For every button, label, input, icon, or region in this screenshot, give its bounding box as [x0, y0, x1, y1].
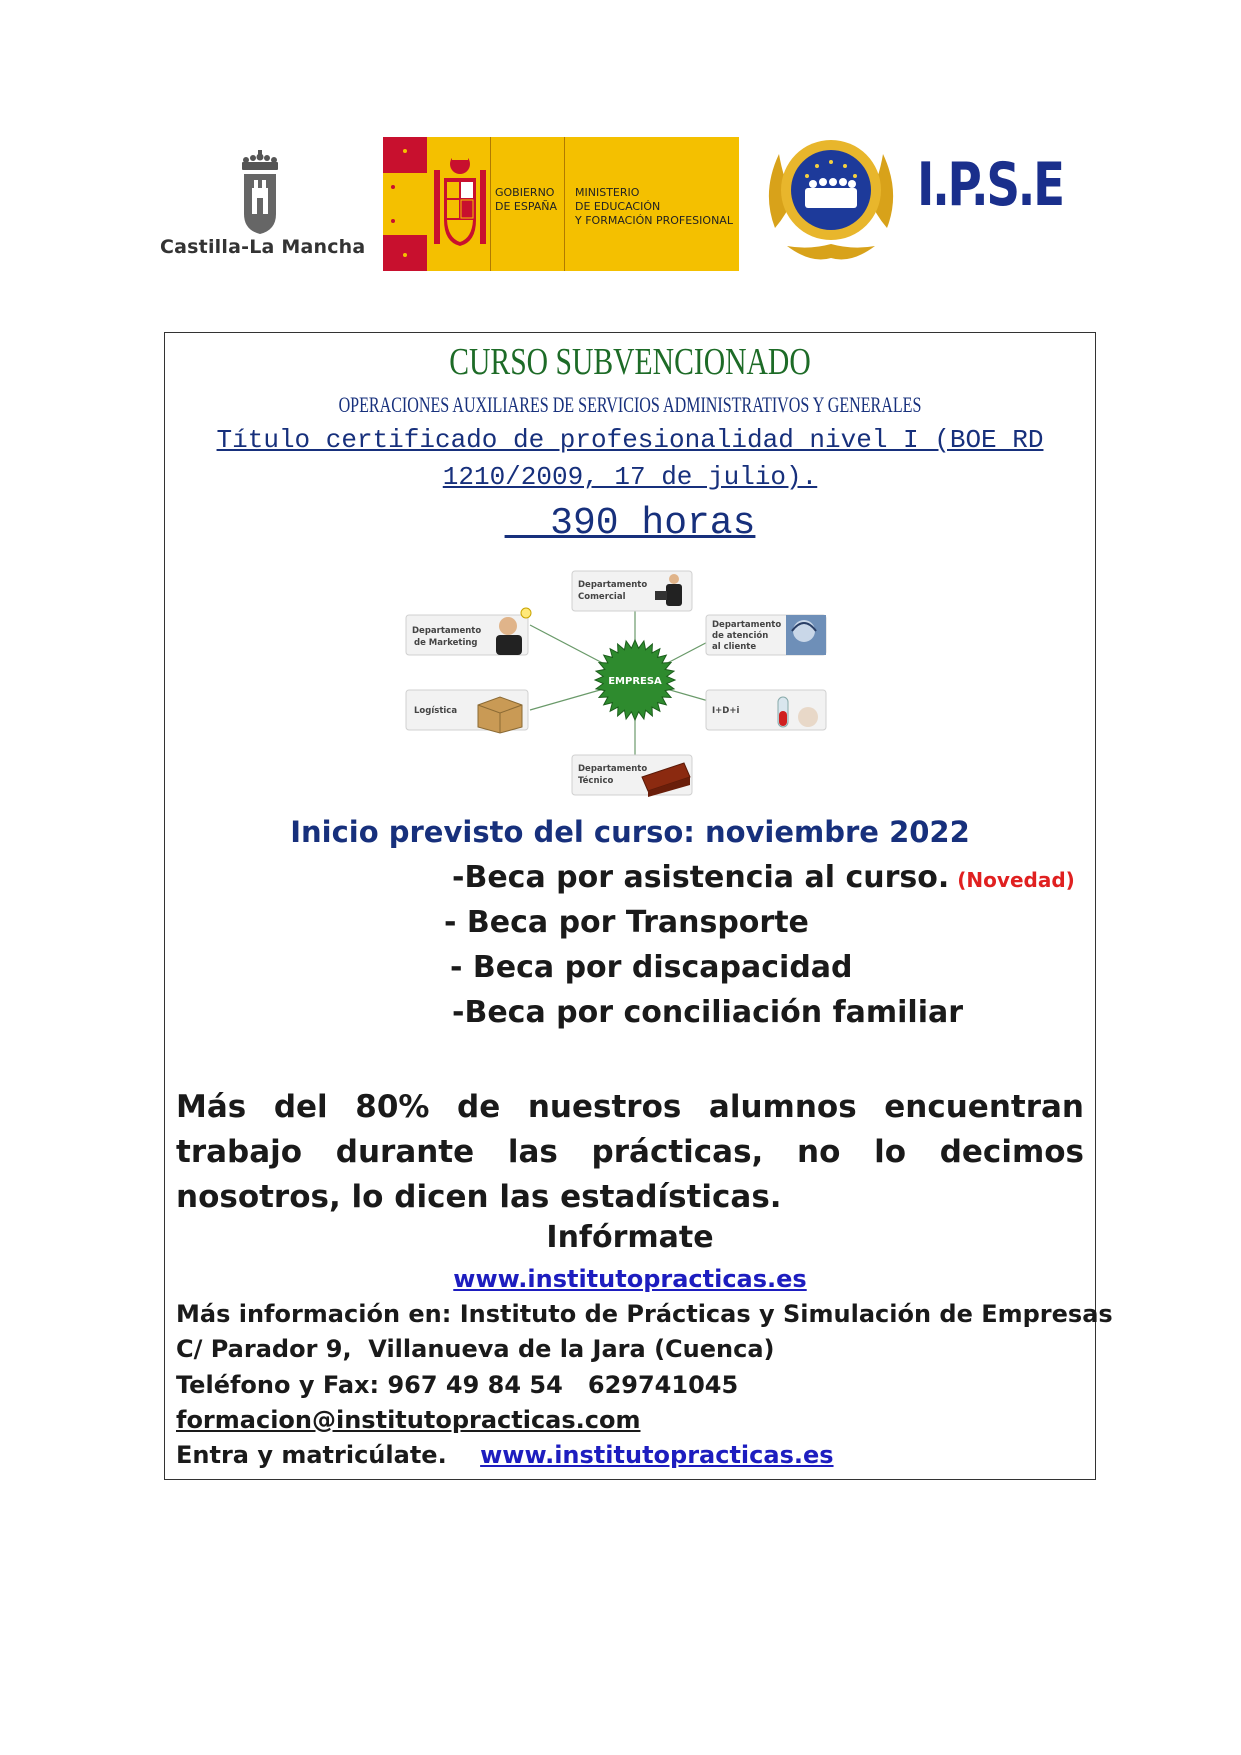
- website-link[interactable]: www.institutopracticas.es: [453, 1265, 807, 1293]
- certificate-line-2: 1210/2009, 17 de julio).: [442, 462, 818, 492]
- node-tecnico: [572, 755, 692, 797]
- spain-coat-of-arms-icon: [430, 150, 490, 258]
- ministry-line-2: DE EDUCACIÓN: [575, 200, 661, 213]
- beca-item: -Beca por conciliación familiar: [452, 995, 964, 1030]
- info-heading: Infórmate: [546, 1220, 714, 1255]
- gobierno-line-1: GOBIERNO: [495, 186, 555, 199]
- address-line: C/ Parador 9, Villanueva de la Jara (Cuenca): [176, 1335, 775, 1363]
- node-logistica-label: Logística: [414, 706, 458, 716]
- ministerio-label: [575, 186, 735, 228]
- phone-line: Teléfono y Fax: 967 49 84 54 629741045: [176, 1371, 739, 1399]
- ministry-divider: [564, 137, 565, 271]
- ministry-line-1: MINISTERIO: [575, 186, 640, 199]
- email-link[interactable]: formacion@institutopracticas.com: [176, 1406, 641, 1434]
- empresa-node: [595, 640, 675, 720]
- node-comercial-line1: Departamento: [578, 580, 648, 590]
- spain-eu-flag-icon: [383, 137, 427, 271]
- course-start-date: Inicio previsto del curso: noviembre 2022: [290, 815, 970, 849]
- course-hours: 390 horas: [504, 502, 756, 545]
- ministry-line-3: Y FORMACIÓN PROFESIONAL: [575, 214, 733, 227]
- novedad-tag: (Novedad): [957, 868, 1075, 892]
- node-atencion-line1: Departamento: [712, 620, 782, 630]
- node-idi-label: I+D+i: [712, 706, 740, 716]
- gov-divider: [490, 137, 491, 271]
- node-atencion-line3: al cliente: [712, 642, 757, 652]
- more-info-line: Más información en: Instituto de Prácticas y Simulación de Empresas: [176, 1300, 1113, 1328]
- node-marketing-line2: de Marketing: [414, 638, 478, 648]
- node-idi: [706, 690, 826, 730]
- beca-item: - Beca por discapacidad: [450, 950, 853, 985]
- ipse-wordmark: I.P.S.E: [917, 150, 1063, 220]
- beca-item: - Beca por Transporte: [444, 905, 809, 940]
- node-marketing: [406, 608, 531, 655]
- beca-item: [452, 860, 1075, 895]
- node-logistica: [406, 690, 528, 733]
- course-heading: CURSO SUBVENCIONADO: [449, 341, 811, 383]
- castle-crown-icon: [160, 150, 360, 240]
- headset-operator-icon: [786, 615, 826, 655]
- node-tecnico-line1: Departamento: [578, 764, 648, 774]
- certificate-line-1: Título certificado de profesionalidad nivel I (BOE RD: [216, 425, 1044, 455]
- enroll-line: [176, 1441, 834, 1469]
- clm-wordmark: Castilla-La Mancha: [160, 236, 366, 258]
- node-comercial-line2: Comercial: [578, 592, 626, 602]
- gobierno-label: [495, 186, 560, 214]
- enroll-website-link[interactable]: www.institutopracticas.es: [480, 1441, 834, 1469]
- node-atencion-line2: de atención: [712, 631, 769, 641]
- employment-stats-paragraph: Más del 80% de nuestros alumnos encuentran trabajo durante las prácticas, no lo decimos nosotros, lo dicen las estadísticas.: [176, 1089, 1084, 1215]
- gobierno-line-2: DE ESPAÑA: [495, 200, 558, 213]
- beca-text: -Beca por asistencia al curso.: [452, 860, 950, 895]
- node-marketing-line1: Departamento: [412, 626, 482, 636]
- node-atencion-cliente: [706, 615, 826, 655]
- empresa-label: EMPRESA: [608, 676, 662, 687]
- ipse-emblem-icon: [757, 118, 905, 266]
- node-comercial: [572, 571, 692, 611]
- course-name: OPERACIONES AUXILIARES DE SERVICIOS ADMINISTRATIVOS Y GENERALES: [338, 392, 922, 417]
- enroll-label: Entra y matricúlate.: [176, 1441, 481, 1469]
- cardboard-box-icon: [478, 697, 522, 733]
- node-tecnico-line2: Técnico: [578, 776, 614, 786]
- empresa-diagram: [400, 565, 870, 805]
